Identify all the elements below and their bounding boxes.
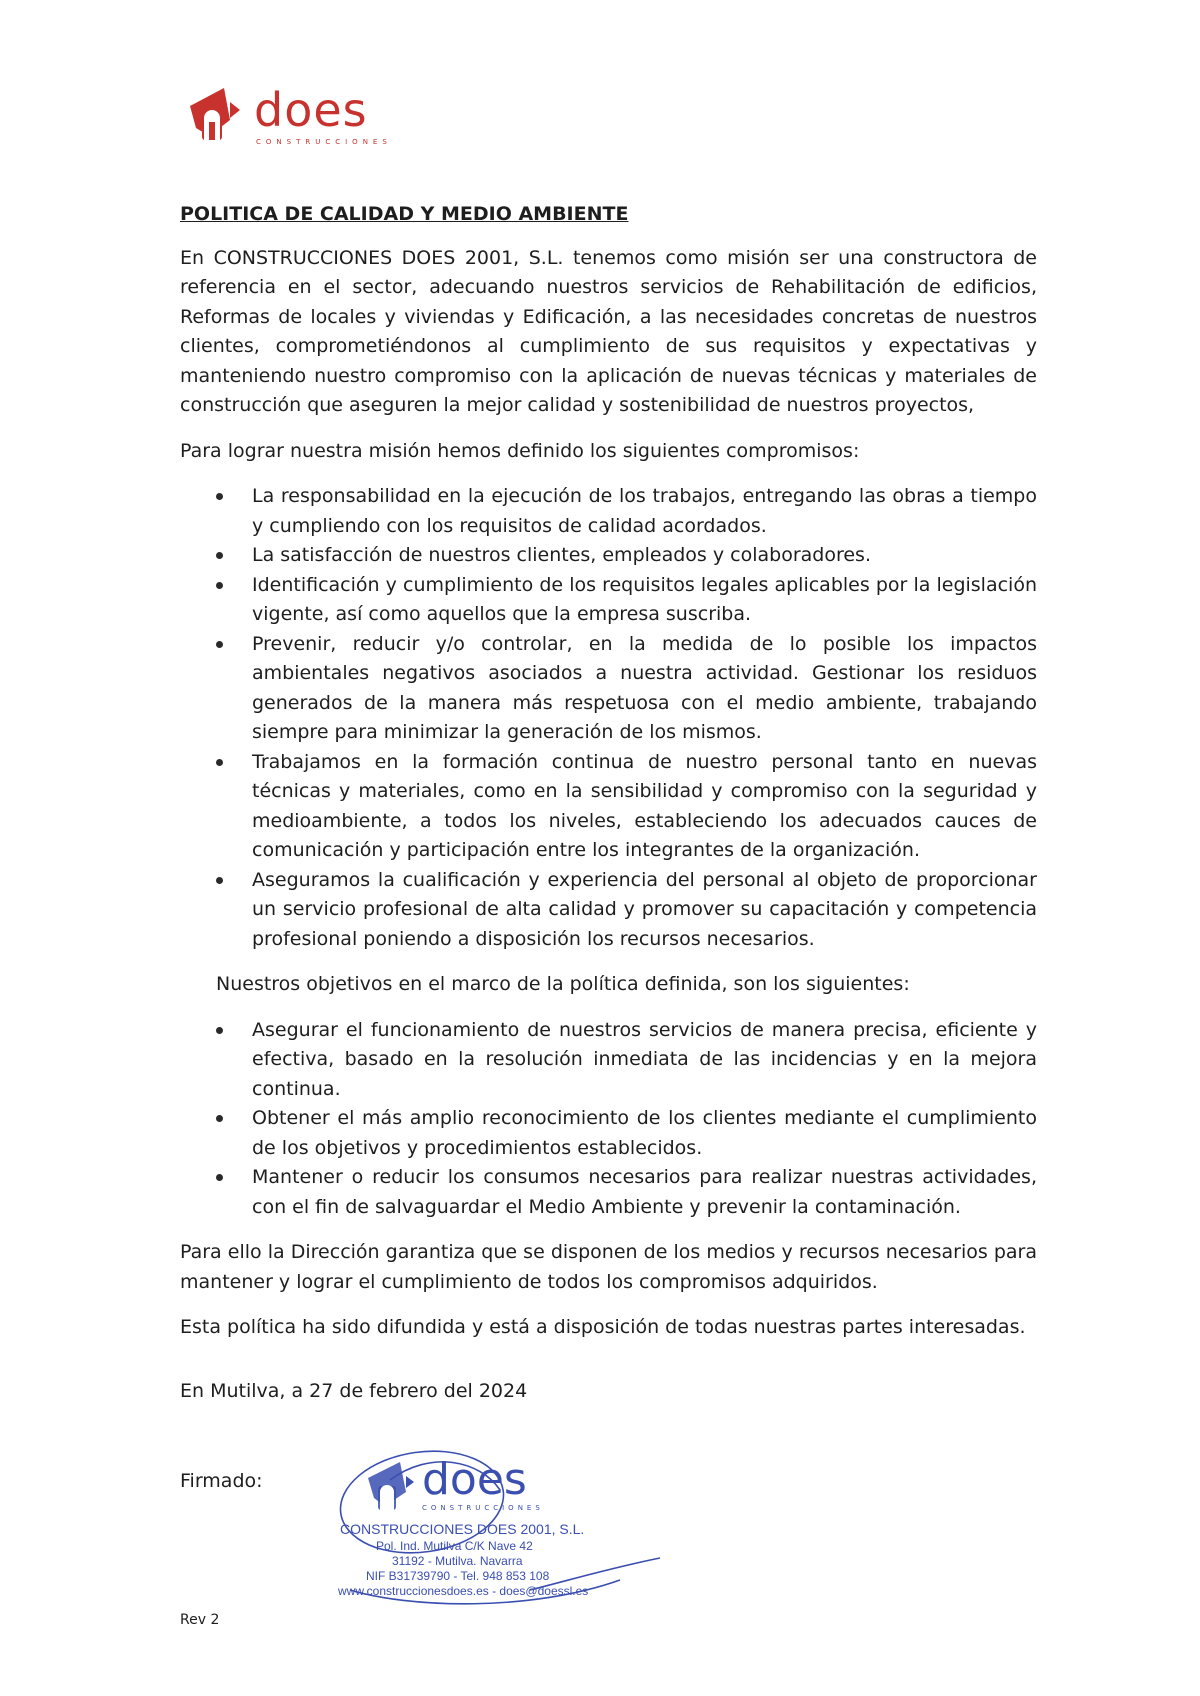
document-body bbox=[180, 200, 1037, 1359]
bullet-icon bbox=[216, 759, 223, 766]
list-item: Trabajamos en la formación continua de nuestro personal tanto en nuevas técnicas y materiales, como en la sensibilidad y compromiso con la seguridad y medioambiente, a todos los niveles, estableciendo los adecuados cauces de comunicación y participación entre los integrantes de la organización. bbox=[252, 748, 1037, 866]
svg-text:CONSTRUCCIONES: CONSTRUCCIONES bbox=[422, 1504, 544, 1512]
page-title: POLITICA DE CALIDAD Y MEDIO AMBIENTE bbox=[180, 203, 629, 225]
list-item: La satisfacción de nuestros clientes, empleados y colaboradores. bbox=[252, 541, 1037, 571]
bullet-icon bbox=[216, 582, 223, 589]
list-item: Aseguramos la cualificación y experiencia del personal al objeto de proporcionar un servicio profesional de alta calidad y promover su capacitación y competencia profesional poniendo a disposición los recursos necesarios. bbox=[252, 866, 1037, 955]
intro-paragraph: En CONSTRUCCIONES DOES 2001, S.L. tenemos como misión ser una constructora de referencia en el sector, adecuando nuestros servicios de Rehabilitación de edificios, Reformas de locales y viviendas y Edificación, a las necesidades concretas de nuestros clientes, comprometiéndonos al cumplimiento de sus requisitos y expectativas y manteniendo nuestro compromiso con la aplicación de nuevas técnicas y materiales de construcción que aseguren la mejor calidad y sostenibilidad de nuestros proyectos, bbox=[180, 246, 1037, 416]
list-item: Asegurar el funcionamiento de nuestros servicios de manera precisa, eficiente y efectiva, basado en la resolución inmediata de las incidencias y en la mejora continua. bbox=[252, 1016, 1037, 1105]
objectives-list bbox=[180, 1016, 1037, 1223]
list-item: Prevenir, reducir y/o controlar, en la medida de lo posible los impactos ambientales negativos asociados a nuestra actividad. Gestionar los residuos generados de la manera más respetuosa con el medio ambiente, trabajando siempre para minimizar la generación de los mismos. bbox=[252, 630, 1037, 748]
svg-text:31192 - Mutilva. Navarra: 31192 - Mutilva. Navarra bbox=[392, 1554, 523, 1568]
commitments-intro: Para lograr nuestra misión hemos definido los siguientes compromisos: bbox=[180, 439, 860, 462]
bullet-icon bbox=[216, 552, 223, 559]
list-item: Mantener o reducir los consumos necesarios para realizar nuestras actividades, con el fin de salvaguardar el Medio Ambiente y prevenir la contaminación. bbox=[252, 1163, 1037, 1222]
does-logo-icon bbox=[182, 84, 412, 154]
bullet-icon bbox=[216, 493, 223, 500]
bullet-icon bbox=[216, 1174, 223, 1181]
list-item: Identificación y cumplimiento de los requisitos legales aplicables por la legislación vigente, así como aquellos que la empresa suscriba. bbox=[252, 571, 1037, 630]
bullet-icon bbox=[216, 641, 223, 648]
bullet-icon bbox=[216, 1115, 223, 1122]
closing-paragraph-2: Esta política ha sido difundida y está a disposición de todas nuestras partes interesadas. bbox=[180, 1316, 1026, 1338]
svg-text:does: does bbox=[422, 1454, 527, 1505]
commitments-list bbox=[180, 482, 1037, 954]
bullet-icon bbox=[216, 877, 223, 884]
place-date: En Mutilva, a 27 de febrero del 2024 bbox=[180, 1380, 528, 1402]
svg-text:Pol. Ind. Mutilva C/K Nave 42: Pol. Ind. Mutilva C/K Nave 42 bbox=[376, 1539, 533, 1553]
svg-text:CONSTRUCCIONES DOES 2001, S.L.: CONSTRUCCIONES DOES 2001, S.L. bbox=[340, 1521, 585, 1537]
stamp-icon bbox=[330, 1440, 690, 1630]
revision-label: Rev 2 bbox=[180, 1612, 220, 1628]
svg-text:NIF B31739790 - Tel. 948 853 1: NIF B31739790 - Tel. 948 853 108 bbox=[366, 1569, 550, 1583]
signed-label: Firmado: bbox=[180, 1470, 263, 1492]
objectives-intro: Nuestros objetivos en el marco de la política definida, son los siguientes: bbox=[216, 973, 910, 995]
company-stamp bbox=[330, 1440, 690, 1630]
bullet-icon bbox=[216, 1027, 223, 1034]
svg-text:does: does bbox=[254, 84, 368, 137]
svg-text:CONSTRUCCIONES: CONSTRUCCIONES bbox=[256, 138, 392, 146]
company-logo bbox=[182, 84, 412, 154]
list-item: La responsabilidad en la ejecución de los trabajos, entregando las obras a tiempo y cumpliendo con los requisitos de calidad acordados. bbox=[252, 482, 1037, 541]
closing-paragraph-1: Para ello la Dirección garantiza que se disponen de los medios y recursos necesarios para mantener y lograr el cumplimiento de todos los compromisos adquiridos. bbox=[180, 1241, 1037, 1293]
list-item: Obtener el más amplio reconocimiento de los clientes mediante el cumplimiento de los objetivos y procedimientos establecidos. bbox=[252, 1104, 1037, 1163]
svg-text:www.construccionesdoes.es - do: www.construccionesdoes.es - does@doessl.es bbox=[338, 1584, 589, 1598]
